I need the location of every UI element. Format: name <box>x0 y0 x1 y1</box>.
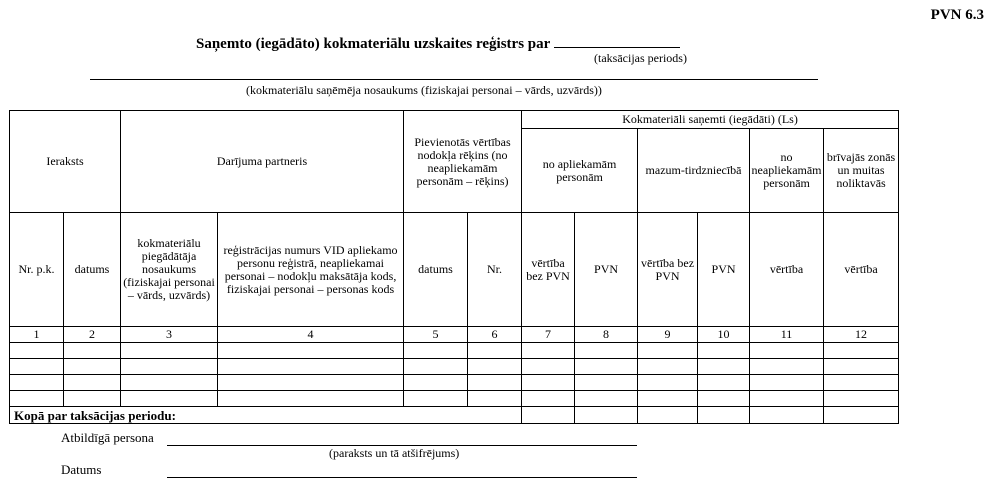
entry-cell[interactable] <box>638 375 698 391</box>
invoice-header: Pievienotās vērtības nodokļa rēķins (no neapliekamām personām – rēķins) <box>404 111 522 213</box>
entry-cell[interactable] <box>404 375 468 391</box>
entry-cell[interactable] <box>522 359 575 375</box>
entry-cell[interactable] <box>750 359 824 375</box>
entry-row <box>10 375 899 391</box>
retail-header: mazum-tirdzniecībā <box>638 129 750 213</box>
entry-cell[interactable] <box>121 391 218 407</box>
entry-row <box>10 343 899 359</box>
entry-cell[interactable] <box>575 375 638 391</box>
entry-cell[interactable] <box>698 375 750 391</box>
recipient-name-caption: (kokmateriālu saņēmēja nosaukums (fiziskajai personai – vārds, uzvārds)) <box>246 83 602 97</box>
header-row-1 <box>10 111 899 129</box>
form-code: PVN 6.3 <box>930 7 984 23</box>
entry-cell[interactable] <box>824 391 899 407</box>
column-number: 5 <box>404 327 468 343</box>
entry-cell[interactable] <box>750 375 824 391</box>
total-cell[interactable] <box>575 407 638 424</box>
entry-cell[interactable] <box>404 359 468 375</box>
entry-cell[interactable] <box>64 343 121 359</box>
column-number: 1 <box>10 327 64 343</box>
entry-cell[interactable] <box>638 359 698 375</box>
value-excl-vat-header: vērtība bez PVN <box>522 213 575 327</box>
free-zone-header: brīvajās zonās un muitas noliktavās <box>824 129 899 213</box>
entry-cell[interactable] <box>750 391 824 407</box>
taxable-persons-header: no apliekamām personām <box>522 129 638 213</box>
entry-cell[interactable] <box>404 391 468 407</box>
column-number: 12 <box>824 327 899 343</box>
column-number-row <box>10 327 899 343</box>
entry-cell[interactable] <box>404 343 468 359</box>
entry-cell[interactable] <box>10 359 64 375</box>
non-taxable-persons-header: no neapliekamām personām <box>750 129 824 213</box>
entry-cell[interactable] <box>522 375 575 391</box>
entry-cell[interactable] <box>218 391 404 407</box>
entry-cell[interactable] <box>522 391 575 407</box>
entry-cell[interactable] <box>468 359 522 375</box>
header-row-3 <box>10 213 899 327</box>
date-label: Datums <box>61 462 102 477</box>
entry-cell[interactable] <box>575 359 638 375</box>
column-number: 3 <box>121 327 218 343</box>
entry-cell[interactable] <box>10 343 64 359</box>
invoice-date-header: datums <box>404 213 468 327</box>
column-number: 8 <box>575 327 638 343</box>
entry-cell[interactable] <box>575 391 638 407</box>
record-header: Ieraksts <box>10 111 121 213</box>
record-date-header: datums <box>64 213 121 327</box>
column-number: 7 <box>522 327 575 343</box>
retail-vat-header: PVN <box>698 213 750 327</box>
column-number: 11 <box>750 327 824 343</box>
entry-cell[interactable] <box>698 391 750 407</box>
period-caption: (taksācijas periods) <box>594 51 687 65</box>
period-blank-line <box>554 33 680 48</box>
entry-cell[interactable] <box>638 391 698 407</box>
entry-cell[interactable] <box>468 375 522 391</box>
entry-cell[interactable] <box>10 391 64 407</box>
column-number: 6 <box>468 327 522 343</box>
total-cell[interactable] <box>824 407 899 424</box>
entry-cell[interactable] <box>522 343 575 359</box>
non-taxable-value-header: vērtība <box>750 213 824 327</box>
entry-cell[interactable] <box>10 375 64 391</box>
vat-header: PVN <box>575 213 638 327</box>
total-cell[interactable] <box>638 407 698 424</box>
responsible-person-label: Atbildīgā persona <box>61 430 154 445</box>
entry-cell[interactable] <box>750 343 824 359</box>
received-header: Kokmateriāli saņemti (iegādāti) (Ls) <box>522 111 899 129</box>
register-title <box>196 33 680 53</box>
entry-cell[interactable] <box>638 343 698 359</box>
entry-cell[interactable] <box>218 343 404 359</box>
total-cell[interactable] <box>698 407 750 424</box>
column-number: 9 <box>638 327 698 343</box>
entry-cell[interactable] <box>121 375 218 391</box>
entry-cell[interactable] <box>121 359 218 375</box>
nr-pk-header: Nr. p.k. <box>10 213 64 327</box>
supplier-name-header: kokmateriālu piegādātāja nosaukums (fiziskajai personai – vārds, uzvārds) <box>121 213 218 327</box>
entry-cell[interactable] <box>575 343 638 359</box>
entry-cell[interactable] <box>468 391 522 407</box>
column-number: 2 <box>64 327 121 343</box>
entry-cell[interactable] <box>824 375 899 391</box>
retail-value-excl-vat-header: vērtība bez PVN <box>638 213 698 327</box>
recipient-name-line <box>90 78 818 80</box>
entry-cell[interactable] <box>64 375 121 391</box>
column-number: 10 <box>698 327 750 343</box>
entry-cell[interactable] <box>698 359 750 375</box>
entry-cell[interactable] <box>218 359 404 375</box>
signature-caption: (paraksts un tā atšifrējums) <box>329 446 460 460</box>
total-row <box>10 407 899 424</box>
invoice-nr-header: Nr. <box>468 213 522 327</box>
entry-cell[interactable] <box>218 375 404 391</box>
date-line[interactable] <box>167 476 637 478</box>
partner-header: Darījuma partneris <box>121 111 404 213</box>
entry-cell[interactable] <box>824 359 899 375</box>
total-label: Kopā par taksācijas periodu: <box>10 407 522 424</box>
register-table <box>9 110 899 424</box>
free-zone-value-header: vērtība <box>824 213 899 327</box>
entry-cell[interactable] <box>468 343 522 359</box>
entry-cell[interactable] <box>121 343 218 359</box>
entry-cell[interactable] <box>698 343 750 359</box>
register-title-text: Saņemto (iegādāto) kokmateriālu uzskaites reģistrs par <box>196 36 551 52</box>
entry-row <box>10 391 899 407</box>
total-cell[interactable] <box>522 407 575 424</box>
registration-number-header: reģistrācijas numurs VID apliekamo personu reģistrā, neapliekamai personai – nodokļu maksātāja kods, fiziskajai personai – personas kods <box>218 213 404 327</box>
entry-cell[interactable] <box>824 343 899 359</box>
total-cell[interactable] <box>750 407 824 424</box>
entry-cell[interactable] <box>64 391 121 407</box>
entry-cell[interactable] <box>64 359 121 375</box>
column-number: 4 <box>218 327 404 343</box>
entry-row <box>10 359 899 375</box>
